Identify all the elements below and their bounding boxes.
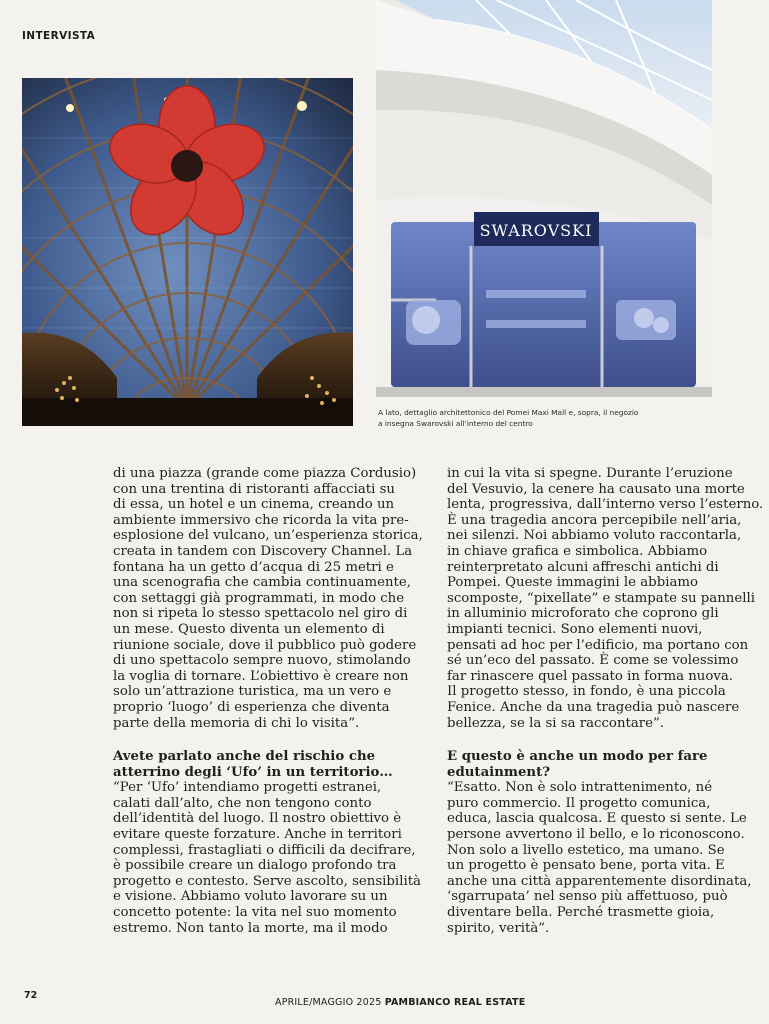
article-column-right <box>447 466 764 936</box>
text-line: creata in tandem con Discovery Channel. La <box>113 543 413 559</box>
paragraph <box>447 466 764 731</box>
page-number: 72 <box>24 990 38 1001</box>
text-line: non si ripeta lo stesso spettacolo nel giro di <box>113 606 408 622</box>
text-line: pensati ad hoc per l’edificio, ma portano con <box>447 637 749 653</box>
text-line: sé un’eco del passato. È come se volessimo <box>447 653 739 669</box>
photo-caption <box>378 407 708 429</box>
text-line: in chiave grafica e simbolica. Abbiamo <box>447 543 708 559</box>
swarovski-store-illustration <box>376 0 712 397</box>
text-line: un progetto è pensato bene, porta vita. E <box>447 858 725 874</box>
text-line: ambiente immersivo che ricorda la vita pre- <box>113 512 409 528</box>
text-line: spirito, verità”. <box>447 920 550 936</box>
interview-question <box>447 749 732 780</box>
text-line: puro commercio. Il progetto comunica, <box>447 795 711 811</box>
text-line: anche una città apparentemente disordinata, <box>447 873 752 889</box>
publication-name: PAMBIANCO REAL ESTATE <box>384 997 526 1008</box>
text-line: “Per ‘Ufo’ intendiamo progetti estranei, <box>113 780 382 796</box>
text-line: nei silenzi. Noi abbiamo voluto raccontarla, <box>447 528 742 544</box>
caption-line: a insegna Swarovski all’interno del centro <box>378 419 533 428</box>
text-line: progetto e contesto. Serve ascolto, sensibilità <box>113 873 421 889</box>
text-line: di uno spettacolo sempre nuovo, stimolando <box>113 653 411 669</box>
text-line: in cui la vita si spegne. Durante l’eruzione <box>447 466 733 481</box>
text-line: di essa, un hotel e un cinema, creando un <box>113 497 395 513</box>
text-line: esplosione del vulcano, un’esperienza storica, <box>113 528 423 544</box>
text-line: È una tragedia ancora percepibile nell’aria, <box>447 512 742 528</box>
question-line: Avete parlato anche del rischio che <box>113 749 376 765</box>
text-line: Il progetto stesso, in fondo, è una piccola <box>447 684 726 700</box>
text-line: è possibile creare un dialogo profondo tra <box>113 858 397 874</box>
text-line: di una piazza (grande come piazza Cordusio) <box>113 466 417 481</box>
text-line: scomposte, “pixellate” e stampate su pannelli <box>447 590 755 606</box>
question-line: E questo è anche un modo per fare <box>447 749 708 765</box>
swarovski-store-photo <box>376 0 712 397</box>
text-line: “Esatto. Non è solo intrattenimento, né <box>447 780 713 796</box>
interview-question <box>113 749 418 780</box>
text-line: complessi, frastagliati o difficili da decifrare, <box>113 842 416 858</box>
interview-answer <box>113 780 421 936</box>
text-line: impianti tecnici. Sono elementi nuovi, <box>447 621 703 637</box>
text-line: riunione sociale, dove il pubblico può godere <box>113 637 417 653</box>
text-line: fontana ha un getto d’acqua di 25 metri e <box>113 559 394 575</box>
text-line: del Vesuvio, la cenere ha causato una morte <box>447 481 745 497</box>
caption-line: A lato, dettaglio architettonico del Pomei Maxi Mall e, sopra, il negozio <box>378 408 639 417</box>
text-line: reinterpretato alcuni affreschi antichi di <box>447 559 719 575</box>
text-line: con una trentina di ristoranti affacciati su <box>113 481 396 497</box>
text-line: in alluminio microforato che coprono gli <box>447 606 719 622</box>
text-line: una scenografia che cambia continuamente, <box>113 575 411 591</box>
text-line: educa, lascia qualcosa. E questo si sente. Le <box>447 811 747 827</box>
mall-dome-photo <box>22 78 353 426</box>
interview-answer <box>447 780 752 936</box>
text-line: ‘sgarrupata’ nel senso più affettuoso, può <box>447 889 728 905</box>
text-line: persone avvertono il bello, e lo riconoscono. <box>447 827 745 843</box>
text-line: Fenice. Anche da una tragedia può nascere <box>447 699 740 715</box>
question-line: edutainment? <box>447 764 551 780</box>
issue-date: APRILE/MAGGIO 2025 <box>275 997 382 1008</box>
text-line: diventare bella. Perché trasmette gioia, <box>447 905 715 921</box>
section-label: INTERVISTA <box>22 30 96 42</box>
text-line: un mese. Questo diventa un elemento di <box>113 621 385 637</box>
text-line: far rinascere quel passato in forma nuova. <box>447 668 734 684</box>
text-line: la voglia di tornare. L’obiettivo è creare non <box>113 668 409 684</box>
text-line: Pompei. Queste immagini le abbiamo <box>447 575 699 591</box>
store-sign-text: SWAROVSKI <box>479 221 593 240</box>
text-line: e visione. Abbiamo voluto lavorare su un <box>113 889 388 905</box>
text-line: solo un’attrazione turistica, ma un vero e <box>113 684 392 700</box>
text-line: proprio ‘luogo’ di esperienza che diventa <box>113 699 390 715</box>
mall-dome-illustration <box>22 78 353 426</box>
publication-footer <box>275 997 525 1008</box>
text-line: Non solo a livello estetico, ma umano. Se <box>447 842 725 858</box>
question-line: atterrino degli ‘Ufo’ in un territorio… <box>113 764 393 780</box>
text-line: lenta, progressiva, dall’interno verso l’esterno. <box>447 497 764 513</box>
text-line: dell’identità del luogo. Il nostro obiettivo è <box>113 811 402 827</box>
text-line: bellezza, se la si sa raccontare”. <box>447 715 665 731</box>
text-line: parte della memoria di chi lo visita”. <box>113 715 360 731</box>
text-line: calati dall’alto, che non tengono conto <box>113 795 372 811</box>
text-line: concetto potente: la vita nel suo momento <box>113 905 397 921</box>
text-line: estremo. Non tanto la morte, ma il modo <box>113 920 388 936</box>
text-line: con settaggi già programmati, in modo che <box>113 590 405 606</box>
text-line: evitare queste forzature. Anche in territori <box>113 827 402 843</box>
paragraph <box>113 466 423 731</box>
article-column-left <box>113 466 423 936</box>
